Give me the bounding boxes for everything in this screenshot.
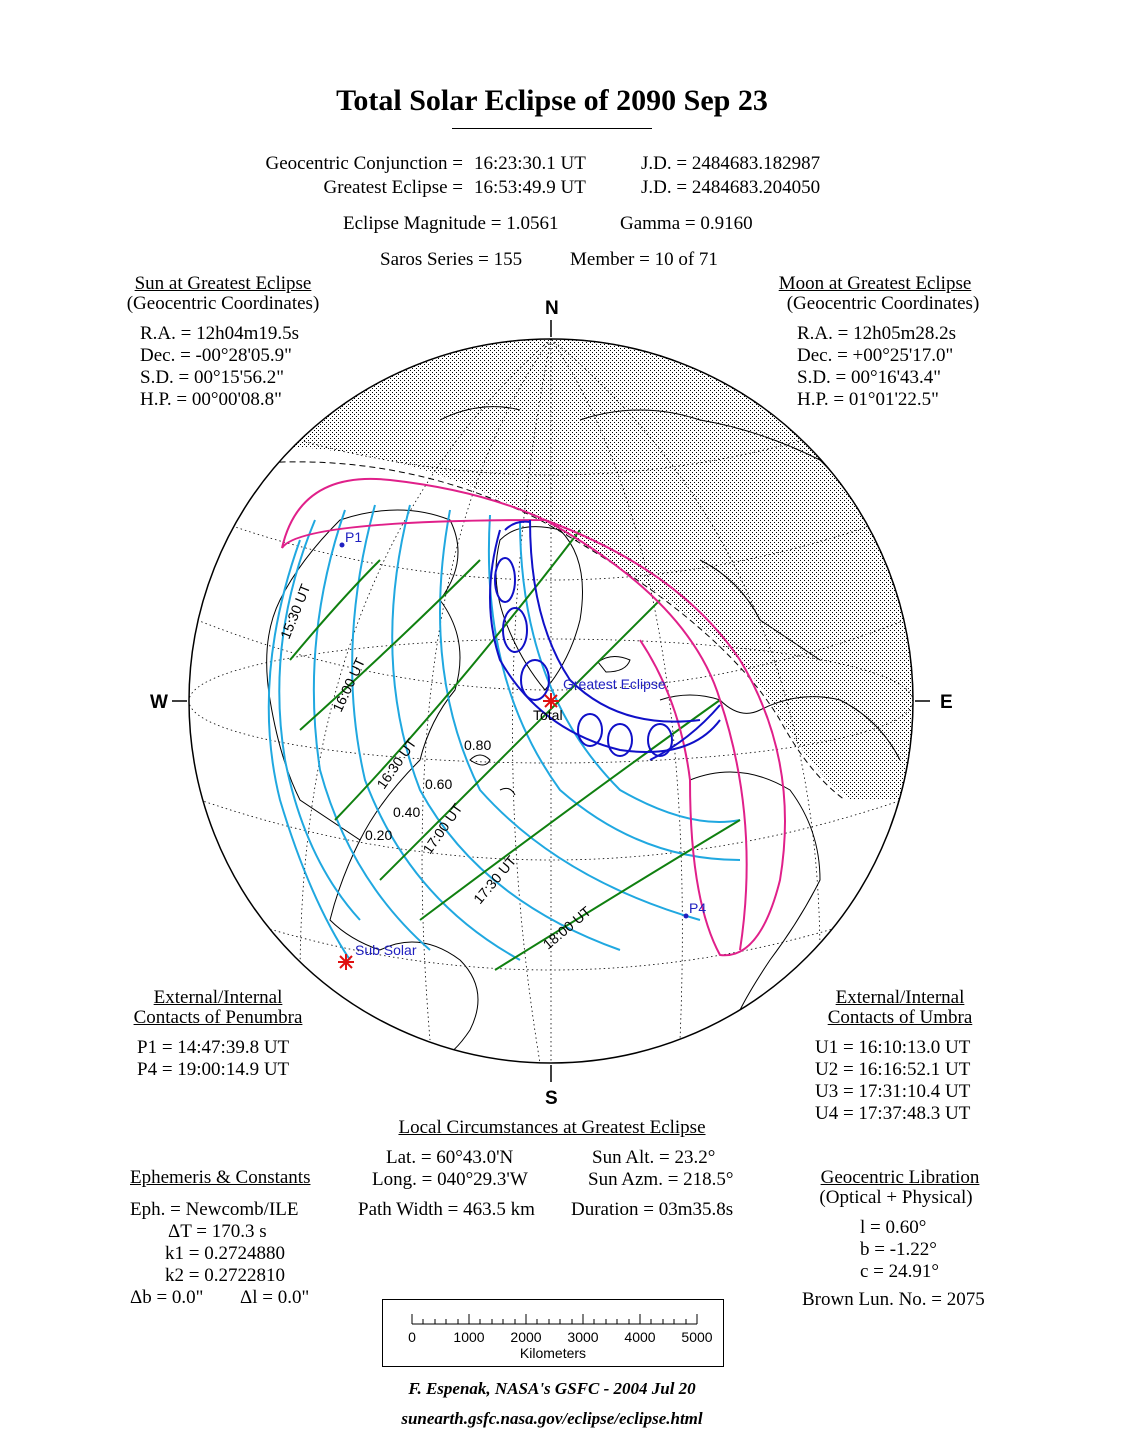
scale-tick-0: 0 — [408, 1329, 416, 1345]
sub-solar-label: Sub Solar — [355, 942, 417, 958]
compass-east: E — [940, 692, 953, 713]
scale-tick-4000: 4000 — [624, 1329, 656, 1345]
umbra-u1: U1 = 16:10:13.0 UT — [815, 1037, 971, 1058]
sun-ra: R.A. = 12h04m19.5s — [140, 323, 300, 344]
penumbra-p1: P1 = 14:47:39.8 UT — [137, 1037, 290, 1058]
conjunction-label: Geocentric Conjunction = — [265, 153, 463, 174]
moon-ra: R.A. = 12h05m28.2s — [797, 323, 957, 344]
scale-tick-3000: 3000 — [567, 1329, 599, 1345]
local-path-width: Path Width = 463.5 km — [358, 1199, 535, 1220]
sun-dec: Dec. = -00°28'05.9" — [140, 345, 292, 366]
distance-scale — [382, 1299, 724, 1367]
p4-point — [684, 914, 689, 919]
ephemeris-delta-t: ΔT = 170.3 s — [168, 1221, 267, 1242]
scale-tick-5000: 5000 — [681, 1329, 713, 1345]
ephemeris-k2: k2 = 0.2722810 — [165, 1265, 285, 1286]
conjunction-jd: J.D. = 2484683.182987 — [641, 153, 821, 174]
libration-heading: Geocentric Libration — [820, 1167, 980, 1188]
umbra-u4: U4 = 17:37:48.3 UT — [815, 1103, 971, 1124]
saros-series: Saros Series = 155 — [380, 249, 523, 270]
local-duration: Duration = 03m35.8s — [571, 1199, 734, 1220]
sun-subheading: (Geocentric Coordinates) — [126, 293, 320, 314]
time-label-1630: 16:30 UT — [373, 735, 420, 792]
libration-l: l = 0.60° — [860, 1217, 927, 1238]
magnitude-label-020: 0.20 — [365, 827, 393, 843]
libration-subheading: (Optical + Physical) — [819, 1187, 973, 1208]
moon-dec: Dec. = +00°25'17.0" — [797, 345, 954, 366]
local-heading: Local Circumstances at Greatest Eclipse — [398, 1117, 706, 1138]
libration-b: b = -1.22° — [860, 1239, 937, 1260]
greatest-eclipse-jd: J.D. = 2484683.204050 — [641, 177, 821, 198]
ephemeris-k1: k1 = 0.2724880 — [165, 1243, 285, 1264]
total-label: Total — [533, 707, 563, 723]
time-label-1700: 17:00 UT — [419, 800, 466, 857]
penumbra-p4: P4 = 19:00:14.9 UT — [137, 1059, 290, 1080]
credit-url[interactable]: sunearth.gsfc.nasa.gov/eclipse/eclipse.html — [401, 1409, 703, 1428]
sun-hp: H.P. = 00°00'08.8" — [140, 389, 282, 410]
eclipse-magnitude: Eclipse Magnitude = 1.0561 — [343, 213, 559, 234]
gamma: Gamma = 0.9160 — [620, 213, 753, 234]
penumbra-heading-2: Contacts of Penumbra — [133, 1007, 303, 1028]
greatest-eclipse-time: 16:53:49.9 UT — [474, 177, 586, 198]
magnitude-label-060: 0.60 — [425, 776, 453, 792]
ephemeris-heading: Ephemeris & Constants — [130, 1167, 311, 1188]
compass-west: W — [150, 692, 168, 713]
scale-label: Kilometers — [519, 1345, 587, 1361]
sun-heading: Sun at Greatest Eclipse — [134, 273, 312, 294]
moon-subheading: (Geocentric Coordinates) — [786, 293, 980, 314]
saros-member: Member = 10 of 71 — [570, 249, 718, 270]
compass-south: S — [545, 1088, 558, 1109]
brown-lunation: Brown Lun. No. = 2075 — [802, 1289, 985, 1310]
magnitude-line-040 — [380, 600, 660, 880]
magnitude-label-040: 0.40 — [393, 804, 421, 820]
ephemeris-delta-l: Δl = 0.0" — [240, 1287, 310, 1308]
ephemeris-delta-b: Δb = 0.0" — [130, 1287, 204, 1308]
local-long: Long. = 040°29.3'W — [372, 1169, 528, 1190]
conjunction-time: 16:23:30.1 UT — [474, 153, 586, 174]
compass-north: N — [545, 298, 559, 319]
sun-sd: S.D. = 00°15'56.2" — [140, 367, 285, 388]
sub-solar-marker — [338, 954, 354, 970]
time-label-1730: 17:30 UT — [470, 852, 520, 907]
scale-tick-2000: 2000 — [510, 1329, 542, 1345]
time-label-1530: 15:30 UT — [276, 581, 314, 642]
umbra-heading-2: Contacts of Umbra — [827, 1007, 973, 1028]
magnitude-label-080: 0.80 — [464, 737, 492, 753]
penumbra-heading-1: External/Internal — [153, 987, 283, 1008]
scale-tick-1000: 1000 — [453, 1329, 485, 1345]
time-line-1700 — [392, 505, 620, 950]
page-title: Total Solar Eclipse of 2090 Sep 23 — [336, 84, 768, 117]
moon-heading: Moon at Greatest Eclipse — [778, 273, 972, 294]
p1-point — [340, 543, 345, 548]
umbra-u3: U3 = 17:31:10.4 UT — [815, 1081, 971, 1102]
greatest-eclipse-label: Greatest Eclipse = — [323, 177, 463, 198]
magnitude-line-020 — [335, 530, 580, 820]
moon-sd: S.D. = 00°16'43.4" — [797, 367, 942, 388]
local-sun-alt: Sun Alt. = 23.2° — [592, 1147, 716, 1168]
local-lat: Lat. = 60°43.0'N — [386, 1147, 514, 1168]
magnitude-line-080 — [495, 820, 740, 970]
time-label-1800: 18:00 UT — [539, 903, 595, 953]
moon-hp: H.P. = 01°01'22.5" — [797, 389, 939, 410]
p4-label: P4 — [689, 900, 707, 916]
time-label-1600: 16:00 UT — [329, 655, 369, 715]
p1-label: P1 — [345, 529, 363, 545]
umbra-u2: U2 = 16:16:52.1 UT — [815, 1059, 971, 1080]
local-sun-azm: Sun Azm. = 218.5° — [588, 1169, 734, 1190]
ephemeris-eph: Eph. = Newcomb/ILE — [130, 1199, 299, 1220]
credit-author: F. Espenak, NASA's GSFC - 2004 Jul 20 — [408, 1379, 696, 1398]
greatest-eclipse-label: Greatest Eclipse — [563, 676, 666, 692]
libration-c: c = 24.91° — [860, 1261, 939, 1282]
umbra-heading-1: External/Internal — [835, 987, 965, 1008]
scale-ruler — [383, 1300, 723, 1366]
